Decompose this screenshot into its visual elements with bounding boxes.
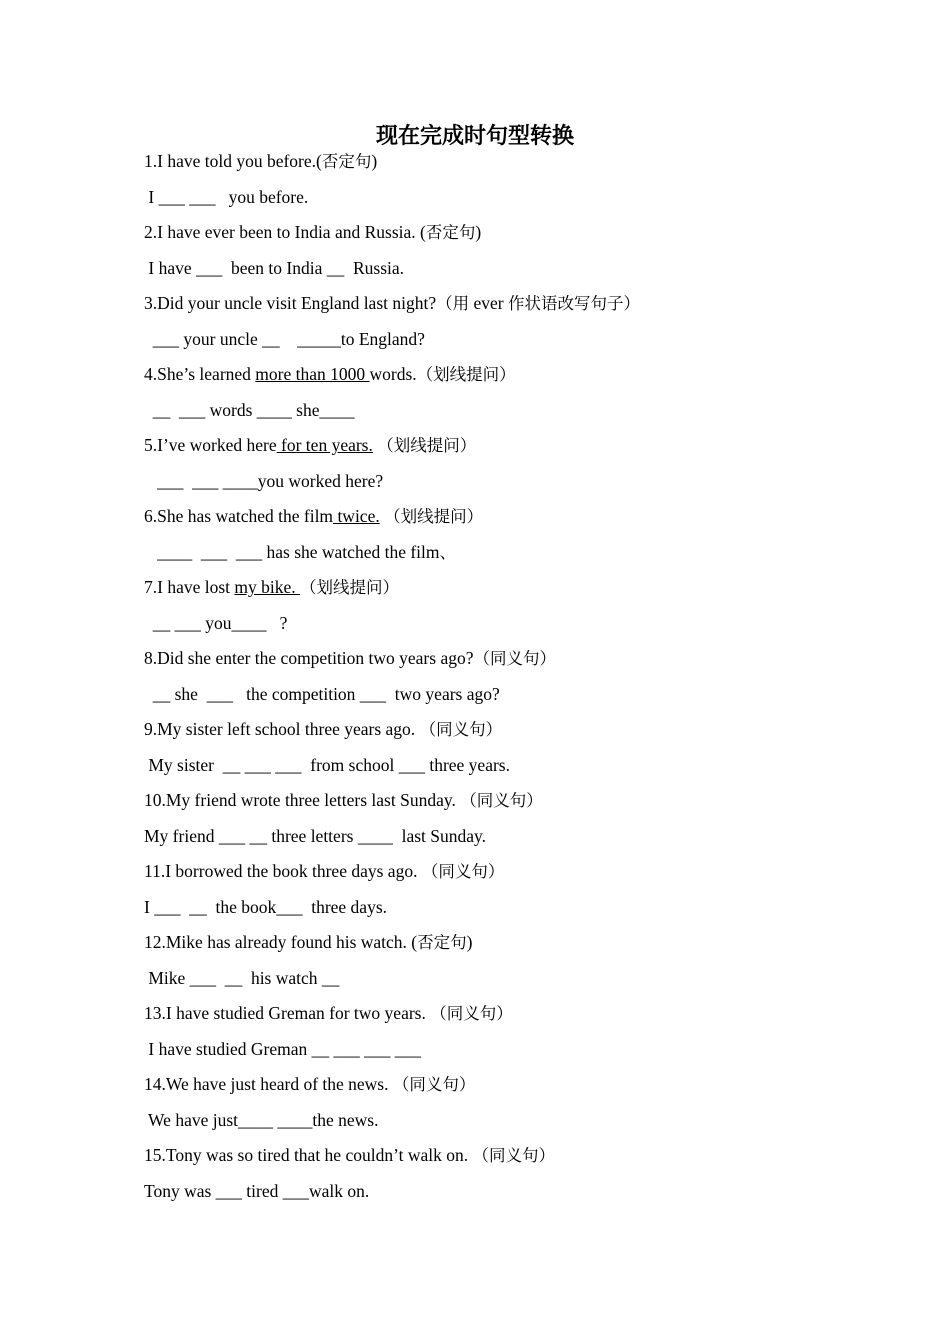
text-segment: 15.Tony was so tired that he couldn’t walk on. — [144, 1145, 473, 1165]
exercise-question — [144, 150, 377, 173]
instruction-text: 否定句 — [425, 223, 476, 242]
instruction-text: 、 — [439, 542, 457, 562]
text-segment: words. — [369, 364, 417, 384]
text-segment: 9.My sister left school three years ago. — [144, 719, 420, 739]
text-segment: 14.We have just heard of the news. — [144, 1074, 393, 1094]
text-segment: I have studied Greman __ ___ ___ ___ — [144, 1038, 422, 1059]
text-segment: 8.Did she enter the competition two years ago? — [144, 648, 474, 668]
text-segment: My sister __ ___ ___ from school ___ three years. — [144, 754, 510, 775]
text-segment: We have just____ ____the news. — [144, 1109, 379, 1130]
text-segment: __ ___ you____ ? — [144, 612, 288, 633]
exercise-answer-line — [144, 1038, 421, 1060]
text-segment: ___ ___ ____you worked here? — [144, 470, 384, 491]
instruction-text: （划线提问） — [300, 578, 400, 597]
text-segment: ____ ___ ___ has she watched the film — [144, 541, 440, 562]
instruction-text: （划线提问） — [377, 436, 477, 455]
exercise-answer-line — [144, 541, 456, 564]
underlined-text: twice. — [333, 506, 380, 526]
instruction-text: 否定句 — [321, 152, 372, 171]
exercise-answer-line — [144, 683, 500, 705]
text-segment: ) — [371, 151, 378, 171]
exercise-answer-line — [144, 186, 308, 208]
exercise-answer-line — [144, 896, 387, 918]
text-segment: 3.Did your uncle visit England last night? — [144, 293, 437, 313]
instruction-text: （同义句） — [460, 791, 543, 810]
exercise-question — [144, 221, 481, 244]
exercise-answer-line — [144, 1109, 378, 1131]
exercise-question — [144, 363, 516, 386]
instruction-text: （同义句） — [419, 720, 503, 739]
instruction-text: （同义句） — [430, 1004, 513, 1023]
text-segment: I have ___ been to India __ Russia. — [144, 257, 405, 278]
text-segment: ___ your uncle __ _____to England? — [144, 328, 425, 349]
instruction-text: （划线提问） — [384, 507, 484, 526]
exercise-answer-line — [144, 257, 404, 279]
exercise-answer-line — [144, 399, 354, 421]
text-segment: I ___ ___ you before. — [144, 186, 309, 207]
exercise-answer-line — [144, 470, 383, 492]
exercise-question — [144, 789, 543, 812]
instruction-text: （同义句） — [473, 649, 556, 668]
instruction-text: （同义句） — [472, 1146, 555, 1165]
text-segment: 10.My friend wrote three letters last Sunday. — [144, 790, 461, 810]
instruction-text: （用 — [436, 294, 470, 313]
text-segment: 11.I borrowed the book three days ago. — [144, 861, 422, 881]
exercise-question — [144, 647, 556, 670]
text-segment: 7.I have lost — [144, 577, 235, 597]
exercise-question — [144, 1002, 513, 1025]
text-segment: I ___ __ the book___ three days. — [144, 896, 388, 917]
text-segment: __ ___ words ____ she____ — [144, 399, 355, 420]
exercise-question — [144, 1073, 475, 1096]
instruction-text: 作状语改写句子） — [507, 294, 640, 313]
text-segment: 13.I have studied Greman for two years. — [144, 1003, 431, 1023]
instruction-text: （同义句） — [421, 862, 505, 881]
exercise-answer-line — [144, 754, 510, 776]
text-segment: 12.Mike has already found his watch. ( — [144, 932, 418, 952]
text-segment: ) — [475, 222, 482, 242]
page-title: 现在完成时句型转换 — [375, 123, 574, 149]
text-segment: 1.I have told you before.( — [144, 151, 322, 171]
exercise-answer-line — [144, 967, 339, 989]
exercise-answer-line — [144, 612, 287, 634]
text-segment: Tony was ___ tired ___walk on. — [144, 1180, 370, 1201]
exercise-answer-line — [144, 825, 486, 847]
instruction-text: （划线提问） — [416, 365, 516, 384]
instruction-text: （同义句） — [392, 1075, 476, 1094]
underlined-text: for ten years. — [276, 435, 373, 455]
exercise-question — [144, 718, 502, 741]
underlined-text: my bike. — [234, 577, 301, 597]
exercise-question — [144, 860, 504, 883]
instruction-text: 否定句 — [417, 933, 467, 952]
text-segment: 2.I have ever been to India and Russia. ( — [144, 222, 426, 242]
exercise-question — [144, 576, 399, 599]
exercise-question — [144, 931, 472, 954]
exercise-question — [144, 505, 483, 528]
exercise-answer-line — [144, 328, 425, 350]
exercise-answer-line — [144, 1180, 369, 1202]
text-segment: 4.She’s learned — [144, 364, 256, 384]
text-segment: ever — [469, 293, 508, 313]
text-segment: ) — [466, 932, 473, 952]
underlined-text: more than 1000 — [255, 364, 370, 384]
exercise-question — [144, 292, 640, 315]
text-segment: 5.I’ve worked here — [144, 435, 277, 455]
exercise-question — [144, 1144, 555, 1167]
text-segment: __ she ___ the competition ___ two years ago? — [144, 683, 500, 704]
text-segment: Mike ___ __ his watch __ — [144, 967, 340, 988]
text-segment: My friend ___ __ three letters ____ last Sunday. — [144, 825, 486, 846]
text-segment: 6.She has watched the film — [144, 506, 334, 526]
exercise-question — [144, 434, 476, 457]
